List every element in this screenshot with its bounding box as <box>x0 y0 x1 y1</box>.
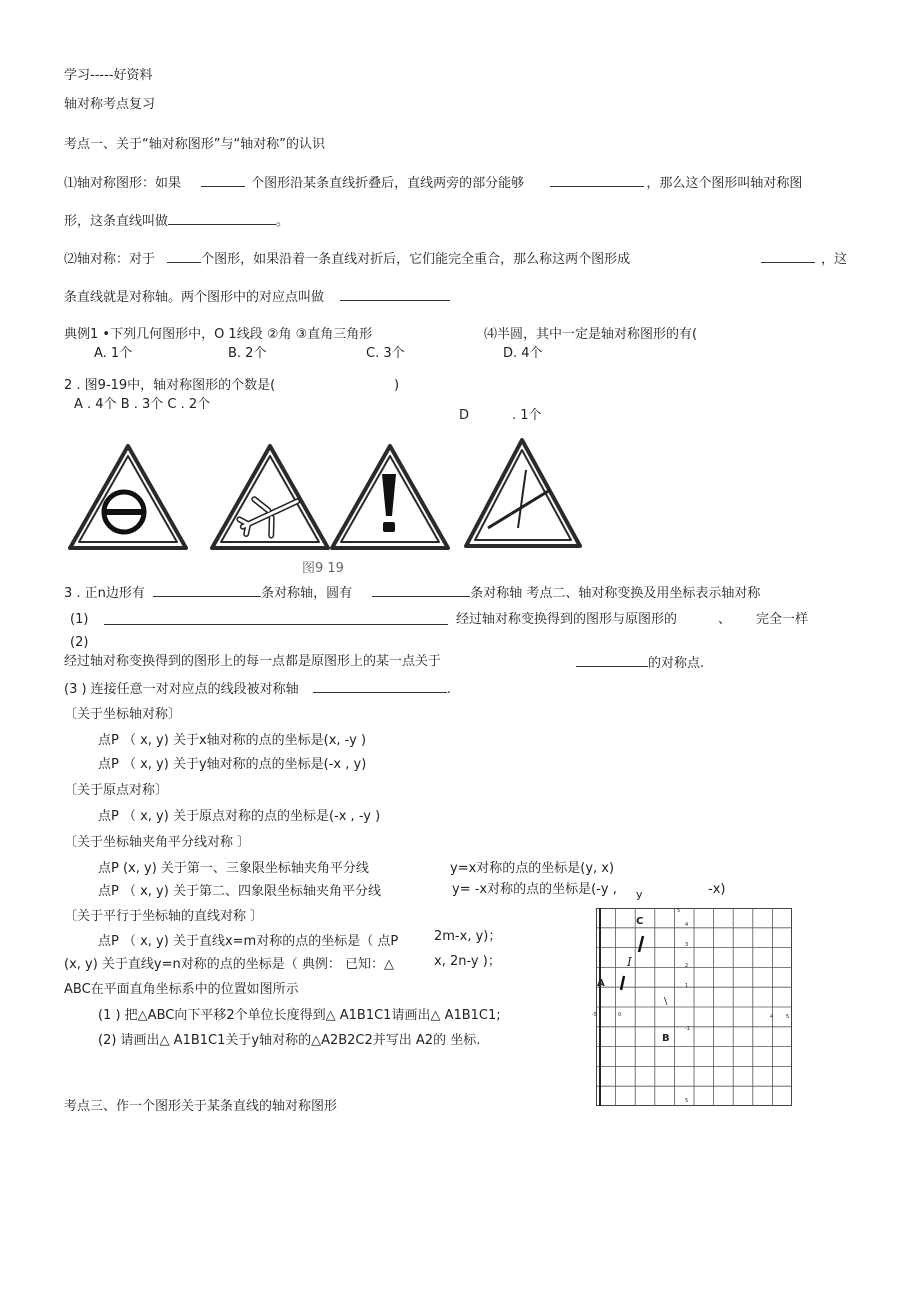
parallel-example-text: ABC在平面直角坐标系中的位置如图所示 <box>64 982 299 997</box>
parallel-rule-2b: x, 2n-y )； <box>434 954 501 969</box>
exclamation-icon <box>382 474 396 516</box>
axis-y-rule: 点P （ x, y) 关于y轴对称的点的坐标是(-x , y) <box>98 757 367 772</box>
segment-ca-lower <box>621 976 624 990</box>
parallel-rule-1a: 点P （ x, y) 关于直线x=m对称的点的坐标是（ 点P <box>98 934 399 949</box>
p1-sep: 、 <box>718 612 732 627</box>
exclamation-dot <box>383 522 395 532</box>
section3-heading: 考点三、作一个图形关于某条直线的轴对称图形 <box>64 1099 338 1114</box>
tick-5-top: 5 <box>677 908 681 914</box>
task-2: (2) 请画出△ A1B1C1关于y轴对称的△A2B2C2并写出 A2的 坐标. <box>98 1033 481 1048</box>
q1-text-c: ，那么这个图形叫轴对称图 <box>646 176 803 191</box>
tick-m1: -1 <box>685 1026 690 1032</box>
q2-line1 <box>64 250 630 268</box>
example1-opt-d: D. 4个 <box>503 346 543 361</box>
q2-line1-end <box>761 250 847 268</box>
q3-line <box>64 584 760 602</box>
page-header: 学习-----好资料 <box>64 68 153 83</box>
task-1: (1 ) 把△ABC向下平移2个单位长度得到△ A1B1C1请画出△ A1B1C1; <box>98 1008 501 1023</box>
box-parallel-heading: 〔关于平行于坐标轴的直线对称 〕 <box>64 909 264 924</box>
bisector-rule-2a: 点P （ x, y) 关于第二、四象限坐标轴夹角平分线 <box>98 884 381 899</box>
axis-x-rule: 点P （ x, y) 关于x轴对称的点的坐标是(x, -y ) <box>98 733 367 748</box>
glyph-backslash: \ <box>664 996 668 1007</box>
grid-svg <box>596 908 792 1106</box>
q1-text-d: 形，这条直线叫做 <box>64 214 169 229</box>
bisector-rule-2b: y= -x对称的点的坐标是(-y , <box>452 882 617 897</box>
blank-5[interactable] <box>761 250 815 263</box>
q2b-stem: 2 . 图9-19中，轴对称图形的个数是( <box>64 378 276 393</box>
p1-blank-wrap <box>104 612 448 630</box>
bisector-rule-1a: 点P (x, y) 关于第一、三象限坐标轴夹角平分线 <box>98 861 369 876</box>
example1-stem: 典例1 •下列几何图形中，O 1线段 ②角 ③直角三角形 <box>64 327 373 342</box>
bisector-rule-2d: -x) <box>708 882 726 897</box>
sign-airplane-triangle <box>206 440 334 556</box>
blank-11[interactable] <box>313 680 447 693</box>
blank-7[interactable] <box>153 584 261 597</box>
q2-text-a: ⑵轴对称：对于 <box>64 252 156 267</box>
vertical-stroke <box>518 470 526 528</box>
p2-text: 经过轴对称变换得到的图形上的每一点都是原图形上的某一点关于 <box>64 654 442 669</box>
blank-2[interactable] <box>550 174 644 187</box>
section1-heading: 考点一、关于“轴对称图形”与“轴对称”的认识 <box>64 137 325 152</box>
p3-line <box>64 680 451 698</box>
q2b-options: A . 4个 B . 3个 C . 2个 <box>74 397 211 412</box>
segment-ca-upper <box>639 936 643 952</box>
tick-3: 3 <box>685 942 689 948</box>
p3-end: . <box>446 682 451 697</box>
q2-line2 <box>64 288 450 306</box>
q1-text-a: ⑴轴对称图形：如果 <box>64 176 182 191</box>
grid-lines <box>596 908 792 1106</box>
p2-end: 的对称点. <box>648 656 705 671</box>
point-b-label: B <box>662 1033 670 1044</box>
parallel-rule-1b: 2m-x, y)； <box>434 929 502 944</box>
p2-end-wrap <box>576 654 704 672</box>
q2-text-d: 条直线就是对称轴。两个图形中的对应点叫做 <box>64 290 325 305</box>
figure-caption: 图9 19 <box>302 561 344 576</box>
sign-exclamation-triangle <box>326 440 454 556</box>
example1-stem-end: ⑷半圆，其中一定是轴对称图形的有( <box>484 327 698 342</box>
q2b-option-d: D <box>459 408 470 423</box>
q1-line1 <box>64 174 802 192</box>
example1-opt-c: C. 3个 <box>366 346 405 361</box>
q2b-option-d-text: . 1个 <box>512 408 542 423</box>
q3-text-a: 3 . 正n边形有 <box>64 586 145 601</box>
tick-5-bottom: 5 <box>685 1098 689 1104</box>
blank-1[interactable] <box>201 174 245 187</box>
point-a-label: A <box>597 978 605 989</box>
sign-no-entry-triangle <box>64 440 192 556</box>
origin-rule: 点P （ x, y) 关于原点对称的点的坐标是(-x , -y ) <box>98 809 381 824</box>
glyph-i: I <box>627 955 632 969</box>
tick-2: 2 <box>685 963 689 969</box>
box-origin-heading: 〔关于原点对称〕 <box>64 783 169 798</box>
tick-1: 1 <box>685 983 689 989</box>
p1-text: 经过轴对称变换得到的图形与原图形的 <box>456 612 678 627</box>
q1-line2 <box>64 212 289 230</box>
sign-slash-triangle <box>460 432 584 556</box>
box-bisector-heading: 〔关于坐标轴夹角平分线对称 〕 <box>64 835 251 850</box>
point-c-label: C <box>636 916 644 927</box>
p2-number: (2) <box>70 635 89 650</box>
tick-r5: 5 <box>786 1014 790 1020</box>
blank-9[interactable] <box>104 612 448 625</box>
parallel-rule-2a: (x, y) 关于直线y=n对称的点的坐标是（ 典例： 已知：△ <box>64 957 395 972</box>
tick-m5: -5 <box>592 1012 597 1018</box>
tick-0: 0 <box>618 1012 622 1018</box>
q2-text-c: ，这 <box>821 252 848 267</box>
example1-opt-b: B. 2个 <box>228 346 267 361</box>
q2-text-b: 个图形，如果沿着一条直线对折后，它们能完全重合，那么称这两个图形成 <box>201 252 631 267</box>
example1-opt-a: A. 1个 <box>94 346 133 361</box>
coordinate-grid <box>592 908 792 1106</box>
bisector-rule-2c: y <box>636 888 643 901</box>
blank-10[interactable] <box>576 654 648 667</box>
box-axis-heading: 〔关于坐标轴对称〕 <box>64 707 182 722</box>
tick-r4: 4 <box>770 1014 774 1020</box>
q2b-close: ) <box>394 378 400 393</box>
bisector-rule-1b: y=x对称的点的坐标是(y, x) <box>450 861 615 876</box>
q3-text-b: 条对称轴，圆有 <box>261 586 353 601</box>
tick-4: 4 <box>685 922 689 928</box>
q3-text-c: 条对称轴 考点二、轴对称变换及用坐标表示轴对称 <box>470 586 761 601</box>
blank-8[interactable] <box>372 584 470 597</box>
blank-4[interactable] <box>167 250 201 263</box>
p3-text: (3 ) 连接任意一对对应点的线段被对称轴 <box>64 682 299 697</box>
no-entry-bar <box>104 509 144 515</box>
blank-3[interactable] <box>168 212 276 225</box>
page-title: 轴对称考点复习 <box>64 97 156 112</box>
blank-6[interactable] <box>340 288 450 301</box>
q1-text-b: 个图形沿某条直线折叠后，直线两旁的部分能够 <box>251 176 525 191</box>
q1-text-e: 。 <box>276 214 290 229</box>
p1-end: 完全一样 <box>756 612 809 627</box>
p1-number: (1) <box>70 612 89 627</box>
